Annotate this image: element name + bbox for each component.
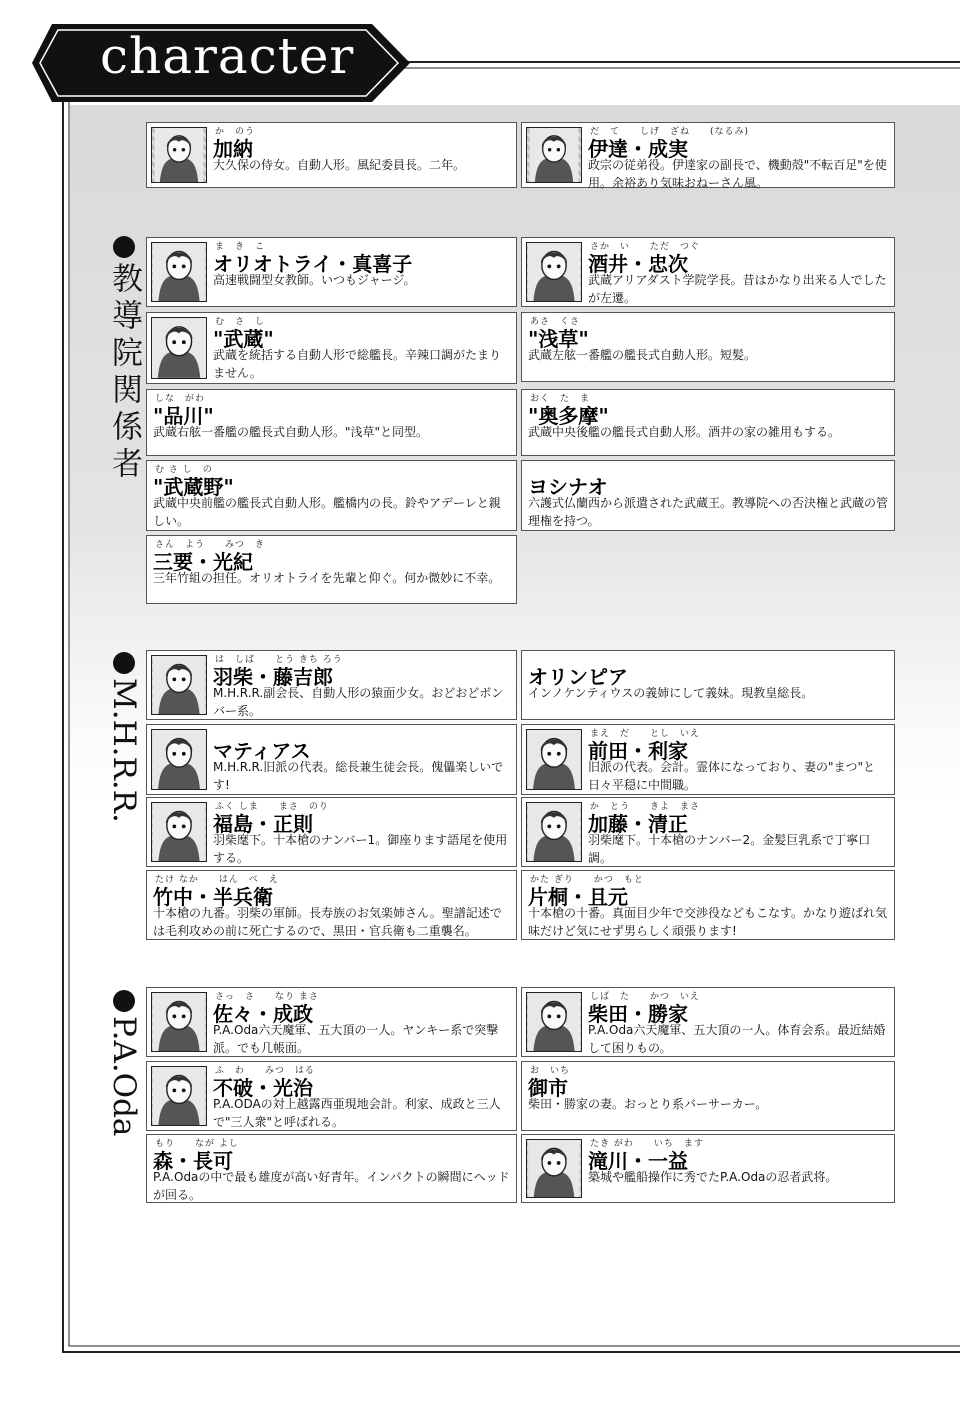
section-label-paoda	[104, 990, 144, 1144]
character-card-katou	[521, 797, 895, 867]
character-portrait	[526, 1139, 582, 1198]
character-description: P.A.Oda六天魔軍、五大頂の一人。ヤンキー系で突撃派。でも几帳面。	[213, 1023, 499, 1055]
character-description: 武蔵アリアダスト学院学長。昔はかなり出来る人でしたが左遷。	[588, 273, 887, 305]
character-description: 政宗の従弟役。伊達家の副長で、機動殻"不転百足"を使用。余裕あり気味おねーさん風。	[588, 158, 887, 190]
name-ruby: おく た ま	[530, 394, 591, 404]
portrait-icon	[527, 1140, 581, 1197]
bullet-dot-icon	[113, 236, 135, 258]
character-card-musashino	[146, 460, 517, 531]
character-card-sassa	[146, 987, 517, 1057]
character-description: 十本槍の九番。羽柴の軍師。長寿族のお気楽姉さん。聖譜記述では毛利攻めの前に死亡するので、黒田・官兵衛も二重襲名。	[153, 906, 502, 938]
character-portrait	[151, 729, 207, 790]
character-card-musashi	[146, 312, 517, 384]
character-card-oriotorai	[146, 237, 517, 307]
portrait-icon	[527, 993, 581, 1051]
portrait-icon	[152, 730, 206, 789]
name-ruby: ふく しま まさ のり	[215, 802, 329, 812]
character-name: 加納	[213, 137, 253, 161]
character-name: 三要・光紀	[153, 550, 253, 574]
character-name: 佐々・成政	[213, 1002, 313, 1026]
name-ruby: さっ さ なり まさ	[215, 992, 319, 1002]
name-ruby: さん よう みつ き	[155, 540, 265, 550]
name-ruby: ま き こ	[215, 242, 266, 252]
section-label-mhrr	[104, 652, 144, 831]
character-description: 羽柴麾下。十本槍のナンバー2。金髪巨乳系で丁寧口調。	[588, 833, 871, 865]
character-description: 柴田・勝家の妻。おっとり系バーサーカー。	[528, 1097, 768, 1111]
character-portrait	[526, 729, 582, 790]
character-card-yoshinao	[521, 460, 895, 531]
character-name: オリンピア	[528, 665, 628, 689]
portrait-icon	[527, 243, 581, 301]
character-portrait	[151, 317, 207, 379]
character-card-mori	[146, 1134, 517, 1203]
portrait-icon	[527, 803, 581, 861]
portrait-icon	[152, 243, 206, 301]
character-name: ヨシナオ	[528, 475, 608, 499]
section-label-text: M.H.R.R.	[106, 678, 142, 823]
character-name: 滝川・一益	[588, 1149, 688, 1173]
section-label-text: P.A.Oda	[106, 1016, 142, 1137]
character-card-sakai	[521, 237, 895, 307]
portrait-icon	[527, 730, 581, 789]
character-description: 旧派の代表。会計。霊体になっており、妻の"まつ"と日々平穏に中間職。	[588, 760, 876, 792]
character-name: 加藤・清正	[588, 812, 688, 836]
character-card-fukushima	[146, 797, 517, 867]
name-ruby: む さ し の	[155, 465, 213, 475]
character-portrait	[526, 802, 582, 862]
portrait-icon	[152, 128, 206, 182]
character-name: 福島・正則	[213, 812, 313, 836]
character-card-sanyou	[146, 535, 517, 604]
character-name: "浅草"	[528, 327, 589, 351]
portrait-icon	[152, 318, 206, 378]
character-description: 武蔵を統括する自動人形で総艦長。辛辣口調がたまりません。	[213, 348, 502, 380]
character-portrait	[151, 655, 207, 715]
name-ruby: たけ なか はん べ え	[155, 875, 279, 885]
character-description: M.H.R.R.旧派の代表。総長兼生徒会長。傀儡楽しいです!	[213, 760, 504, 792]
character-name: "武蔵野"	[153, 475, 234, 499]
character-card-olympia	[521, 650, 895, 720]
character-description: 三年竹組の担任。オリオトライを先輩と仰ぐ。何か微妙に不幸。	[153, 571, 501, 585]
name-ruby: あさ くさ	[530, 317, 581, 327]
name-ruby: かた ぎり かつ もと	[530, 875, 644, 885]
character-description: 武蔵左舷一番艦の艦長式自動人形。短髪。	[528, 348, 757, 362]
character-card-date	[521, 122, 895, 188]
name-ruby: か とう きよ まさ	[590, 802, 701, 812]
portrait-icon	[527, 128, 581, 182]
name-ruby: か のう	[215, 127, 256, 137]
character-name: 羽柴・藤吉郎	[213, 665, 333, 689]
portrait-icon	[152, 803, 206, 861]
name-ruby: まえ だ とし いえ	[590, 729, 701, 739]
bullet-dot-icon	[113, 990, 135, 1012]
character-description: 武蔵中央後艦の艦長式自動人形。酒井の家の雑用もする。	[528, 425, 841, 439]
character-description: P.A.Odaの中で最も雄度が高い好青年。インパクトの瞬間にヘッドが回る。	[153, 1170, 510, 1202]
section-label-kyodoin	[104, 236, 144, 492]
character-description: P.A.Oda六天魔軍、五大頂の一人。体育会系。最近結婚して困りもの。	[588, 1023, 886, 1055]
character-card-fuwa	[146, 1061, 517, 1131]
character-description: 六護式仏蘭西から派遣された武蔵王。教導院への否決権と武蔵の管理権を持つ。	[528, 496, 889, 528]
character-card-hashiba	[146, 650, 517, 720]
name-ruby: しば た かつ いえ	[590, 992, 701, 1002]
character-portrait	[526, 992, 582, 1052]
character-portrait	[526, 127, 582, 183]
character-card-matthias	[146, 724, 517, 795]
name-ruby: もり なが よし	[155, 1139, 239, 1149]
character-name: 酒井・忠次	[588, 252, 688, 276]
name-ruby: さか い ただ つぐ	[590, 242, 701, 252]
portrait-icon	[152, 656, 206, 714]
name-ruby: む さ し	[215, 317, 266, 327]
character-portrait	[151, 242, 207, 302]
character-name: 伊達・成実	[588, 137, 688, 161]
character-name: マティアス	[213, 739, 311, 763]
character-card-asakusa	[521, 312, 895, 382]
bullet-dot-icon	[113, 652, 135, 674]
character-name: 御市	[528, 1076, 568, 1100]
character-card-takigawa	[521, 1134, 895, 1203]
character-portrait	[151, 1066, 207, 1126]
character-name: 森・長可	[153, 1149, 233, 1173]
character-description: 高速戦闘型女教師。いつもジャージ。	[213, 273, 416, 287]
character-description: 武蔵中央前艦の艦長式自動人形。艦橋内の長。鈴やアデーレと親しい。	[153, 496, 501, 528]
character-name: "品川"	[153, 404, 214, 428]
character-card-shibata	[521, 987, 895, 1057]
character-card-shinagawa	[146, 389, 517, 456]
character-description: P.A.ODAの対上越露西亜現地会計。利家、成政と三人で"三人衆"と呼ばれる。	[213, 1097, 501, 1129]
character-portrait	[151, 992, 207, 1052]
character-portrait	[526, 242, 582, 302]
character-card-katagiri	[521, 870, 895, 940]
character-portrait	[151, 127, 207, 183]
character-card-okutama	[521, 389, 895, 456]
character-name: オリオトライ・真喜子	[213, 252, 413, 276]
character-description: M.H.R.R.副会長、自動人形の猿面少女。おどおどボンバー系。	[213, 686, 504, 718]
character-name: 片桐・且元	[528, 885, 628, 909]
character-description: 武蔵右舷一番艦の艦長式自動人形。"浅草"と同型。	[153, 425, 429, 439]
name-ruby: は しば とう きち ろう	[215, 655, 343, 665]
character-card-kanou	[146, 122, 517, 188]
character-description: 十本槍の十番。真面目少年で交渉役などもこなす。かなり遊ばれ気味だけど気にせず男らしく頑張ります!	[528, 906, 888, 938]
character-name: 前田・利家	[588, 739, 688, 763]
character-name: "武蔵"	[213, 327, 274, 351]
name-ruby: ふ わ みつ はる	[215, 1066, 315, 1076]
name-ruby: お いち	[530, 1066, 571, 1076]
character-name: 柴田・勝家	[588, 1002, 688, 1026]
page-title: character	[100, 27, 355, 85]
portrait-icon	[152, 1067, 206, 1125]
name-ruby: しな がわ	[155, 394, 206, 404]
name-ruby: たき がわ いち ます	[590, 1139, 704, 1149]
character-name: 不破・光治	[213, 1076, 313, 1100]
character-description: 大久保の侍女。自動人形。風紀委員長。二年。	[213, 158, 466, 172]
character-description: インノケンティウスの義姉にして義妹。現教皇総長。	[528, 686, 814, 700]
character-card-oichi	[521, 1061, 895, 1131]
portrait-icon	[152, 993, 206, 1051]
character-portrait	[151, 802, 207, 862]
name-ruby: だ て しげ ざね (なるみ)	[590, 127, 750, 137]
section-label-text: 教導院関係者	[106, 262, 142, 484]
character-description: 羽柴麾下。十本槍のナンバー1。御座ります語尾を使用する。	[213, 833, 508, 865]
character-name: "奥多摩"	[528, 404, 609, 428]
character-name: 竹中・半兵衛	[153, 885, 273, 909]
character-card-maeda	[521, 724, 895, 795]
character-card-takenaka	[146, 870, 517, 940]
character-description: 築城や艦船操作に秀でたP.A.Odaの忍者武将。	[588, 1170, 838, 1184]
